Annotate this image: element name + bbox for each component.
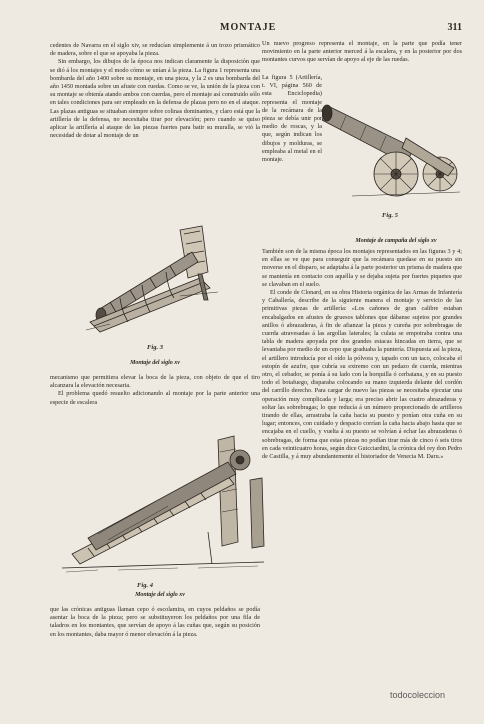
right-column-long-text [262, 248, 462, 682]
paragraph: También son de la misma época los montajes representados en las figuras 3 y 4; en ellas se ve que para conseguir que la recámara quedase en su puesto sin moverse en el disparo, se adaptaba á la parte posterior un prisma de madera que se mantenía en contacto con aquélla y se dejaba sujeta por fuertes piquetes que se clavaban en el suelo. [262, 248, 462, 288]
left-column-bottom-text [50, 606, 260, 666]
fig5-caption: Montaje de campaña del siglo xv [330, 238, 462, 244]
right-column-narrow-text [262, 74, 322, 246]
running-head: MONTAJE [220, 22, 277, 33]
paragraph: Un nuevo progreso representa el montaje, en la parte que podía tener movimiento en la parte anterior merced á la escalera, y en la posterior por dos montantes curvos que servían de apoyo al eje de las ruedas. [262, 40, 462, 64]
left-column-top-text [50, 42, 260, 218]
paragraph: cedentes de Navarra en el siglo xiv, se reducían simplemente á un trozo prismático de madera, sobre el que se apoyaba la pieza. [50, 42, 260, 58]
paragraph: El conde de Clonard, en su obra Historia orgánica de las Armas de Infantería y Caballería, describe de la siguiente manera el montaje y servicio de las primitivas piezas de artillería: «Los cañones de gran calibre estaban encabalgados en afustes de gruesos tablones que dábanse sujetos por grandes anillos ó abrazaderas, á fin de afianzar la pieza y cureña por sobrebragas de cuerda atravesadas á las argollas laterales; la culata se empotraba contra una tabla de madera apoyada por dos grandes estacas hincadas en tierra, que se levantaba por medio de un cepo que graduaba la puntería. Dispuesta así la pieza, el artillero introducía por el oído la pólvora y, tapado con un taco, colocaba el estopín de azufre, que cubría su extremo con un pedazo de cuerda, mientras otro, el cebador, se ponía á su lado con la horquilla ó cerbatana, y en su puesto todo el botafuego, disparaba colocando su mano izquierda delante del cordón del carrillo derecho. Para cargar de nuevo las piezas se necesitaba ejecutar una operación muy complicada y larga; era preciso abrir las cuatro abrazaderas y soltar las sobrebragas; lo que reducía á un número proporcionado de artilleros tirando de ellas, arrastraba la caña hacia su puesto y ponían otra cuña en su lugar; entonces, con cuidado y despacio corrían la caña hacia abajo hasta que se encajaba en el cuello, y vuelta á su puesto se volvían á echar las abrazaderas ó sobrebragas, de forma que estas piezas no podían tirar más de cinco ó seis tiros en cada veinticuatro horas, según dice Guicciardini, la crónica del rey don Pedro de Castilla, y á muy abundantemente el historiador de Venecia M. Daru.» [262, 289, 462, 461]
page-number: 311 [447, 22, 462, 33]
paragraph: El problema quedó resuelto adicionando al montaje por la parte anterior una especie de escalera [50, 390, 260, 406]
fig3-caption: Montaje del siglo xv [130, 360, 180, 366]
right-column-top-text [262, 40, 462, 74]
paragraph: La figura 5 (Artillería, t. VI, página 560 de esta Enciclopedia) representa el montaje de la recámara de la pieza se debía unir por medio de roscas, y la que, según indican los dibujos y molduras, se empleaba al metal en el montaje. [262, 74, 322, 164]
watermark-text: todocoleccion [390, 690, 446, 700]
fig5-illustration [322, 78, 462, 202]
fig5-label: Fig. 5 [382, 212, 398, 219]
fig3-label: Fig. 3 [147, 344, 163, 351]
paragraph: mecanismo que permitiera elevar la boca de la pieza, con objeto de que el tiro alcanzara la elevación necesaria. [50, 374, 260, 390]
paragraph: que las crónicas antiguas llaman cepo ó escolamira, en cuyos peldaños se podía asentar la boca de la pieza; pero se substituyeron los peldaños por una fila de taladros en los montantes, que servían de apoyo á las cuñas que, según su posición en los montantes, daba mayor ó menor elevación á la pieza. [50, 606, 260, 638]
fig4-label: Fig. 4 [137, 582, 153, 589]
fig3-illustration [80, 222, 230, 334]
fig4-caption: Montaje del siglo xv [135, 592, 185, 598]
fig4-illustration [58, 422, 268, 580]
page-header [50, 22, 462, 36]
paragraph: Sin embargo, los dibujos de la época nos indican claramente la disposición que se dió á los montajes y el modo cómo se unían á la pieza. La figura 1 representa una bombarda del año 1400 sobre su montaje, en una pieza, y la 2 es una bombarda del año 1450 montada sobre un afuste con ruedas. Como se ve, la unión de la pieza con su montaje se obtenía atando ambos con cuerdas, pero el montaje así construido sólo en tales condiciones para ser empleado en la defensa de plazas pero no en el ataque. Las plazas antiguas se situaban siempre sobre colinas dominantes, y claro está que la artillería de la defensa, no necesitaba tirar por elevación; pero cuando se quiso aplicar la artillería al ataque de las piezas fuertes para batir su muralla, se vió la necesidad de dotar al montaje de un [50, 58, 260, 140]
